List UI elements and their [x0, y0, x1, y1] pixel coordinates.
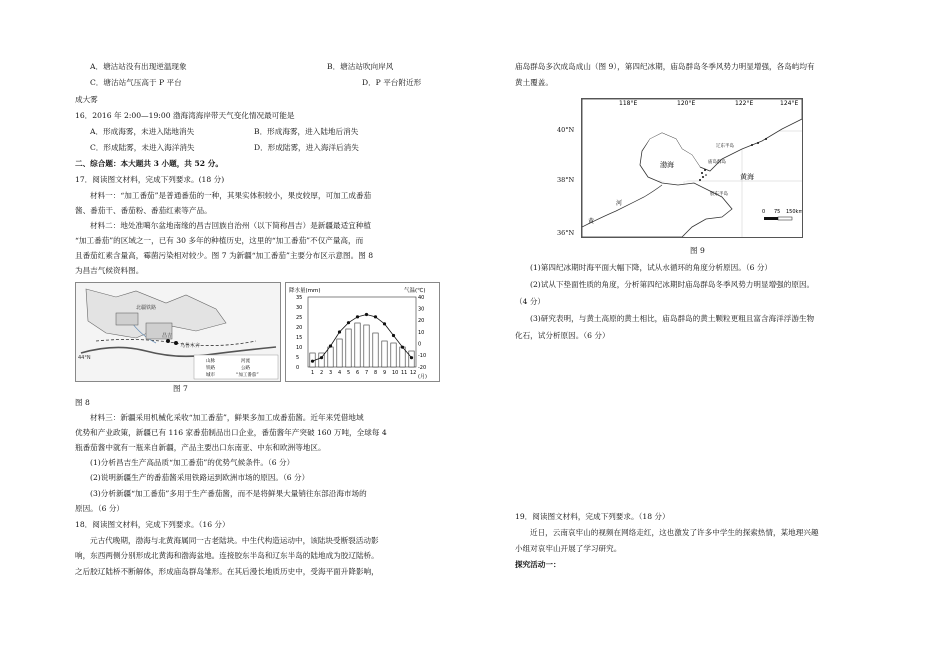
q18-sub2-line2: （4 分）	[515, 297, 546, 306]
label-changji: 昌吉	[162, 333, 173, 339]
temp-tick-30: 30	[418, 306, 425, 313]
q16-option-c: C．形成陆雾，未进入海洋消失	[90, 143, 195, 152]
precip-bar-3	[328, 347, 333, 367]
city-urumqi	[174, 341, 178, 345]
precip-bar-9	[382, 341, 387, 367]
month-label-8: 8	[374, 370, 378, 376]
q17-material2-line4: 为昌吉气候资料图。	[75, 266, 144, 275]
q15-option-d-cont: 成大雾	[75, 95, 98, 104]
temp-point-7	[365, 313, 368, 316]
climate-chart-svg	[286, 283, 439, 381]
lat-label: 44°N	[78, 355, 91, 361]
q18-intro-line2: 黄土覆盖。	[515, 78, 553, 87]
precip-bar-11	[400, 347, 405, 367]
legend-city: 城市	[206, 373, 215, 378]
lat-36-outside: 36°N	[557, 229, 575, 237]
city-changji	[166, 339, 170, 343]
temp-tick--10: -10	[418, 353, 427, 360]
legend-tomato: “加工番茄”	[236, 373, 259, 378]
fig8-caption: 图 8	[75, 398, 90, 407]
month-label-1: 1	[311, 370, 315, 376]
temp-point-8	[374, 315, 377, 318]
lon-118-label: 118°E	[619, 100, 638, 107]
q17-sub1: (1)分析昌吉生产高品质“加工番茄”的优势气候条件。（6 分）	[90, 458, 295, 467]
temp-tick-20: 20	[418, 318, 425, 325]
month-label-4: 4	[338, 370, 342, 376]
month-label-11: 11	[401, 370, 408, 376]
label-he: 河	[616, 200, 623, 207]
legend-rail: 铁路	[206, 366, 215, 371]
lat-38-outside: 38°N	[557, 176, 575, 184]
legend-mountain: 山脉	[206, 359, 215, 364]
q18-intro-line1: 庙岛群岛多次成岛成山（图 9），第四纪冰期，庙岛群岛冬季风势力明显增强，各岛屿均有	[515, 62, 815, 71]
precip-bar-4	[337, 339, 342, 367]
label-jiaodong: 胶东半岛	[710, 192, 728, 197]
q19-line2: 小组对哀牢山开展了学习研究。	[515, 544, 622, 553]
precip-bar-6	[355, 323, 360, 367]
scale-0: 0	[762, 209, 766, 215]
precip-bar-8	[373, 333, 378, 367]
scale-75: 75	[774, 209, 781, 215]
map-legend	[194, 355, 278, 379]
temp-point-3	[329, 344, 332, 347]
q15-option-c: C．塘沽站气压高于 P 平台	[90, 78, 182, 87]
temp-point-9	[383, 322, 386, 325]
precip-axis-label: 降水量(mm)	[289, 288, 321, 294]
label-bohai: 渤海	[660, 161, 674, 169]
lon-124-label: 124°E	[780, 100, 799, 107]
q15-option-a: A．塘沽站没有出现逆温现象	[90, 62, 187, 71]
tomato-region-2	[116, 313, 138, 325]
q18-sub3-line1: (3)研究表明，与黄土高原的黄土相比，庙岛群岛的黄土颗粒更粗且富含海洋浮游生物	[530, 314, 815, 323]
q18-line3: 之后胶辽陆桥不断解体，形成庙岛群岛雏形。在其后漫长地质历史中，受海平面升降影响，	[75, 567, 379, 576]
xinjiang-map	[75, 282, 281, 382]
q16-stem: 16．2016 年 2:00—19:00 渤海湾海岸带天气变化情况最可能是	[75, 111, 295, 120]
precip-tick-20: 20	[296, 324, 303, 331]
q17-material3-line3: 瓶番茄酱中就有一瓶来自新疆，产品主要出口东南亚、中东和欧洲等地区。	[75, 443, 326, 452]
q17-material2-line2: “加工番茄”的区域之一，已有 30 多年的种植历史，这里的“加工番茄”不仅产量高，而	[75, 236, 364, 245]
q18-sub1: (1)第四纪冰期时海平面大幅下降，试从水循环的角度分析原因。（6 分）	[530, 263, 773, 272]
legend-road: 公路	[241, 366, 250, 371]
label-miaodao: 庙岛群岛	[708, 160, 726, 165]
lat-40-outside: 40°N	[557, 126, 575, 134]
temp-tick--20: -20	[418, 364, 427, 371]
q19-stem: 19．阅读图文材料，完成下列要求。（18 分）	[515, 512, 670, 521]
month-label-7: 7	[365, 370, 369, 376]
fig7-caption: 图 7	[173, 384, 188, 393]
q15-option-b: B．塘沽站吹向岸风	[327, 62, 394, 71]
q17-stem: 17．阅读图文材料，完成下列要求。(18 分)	[75, 175, 225, 184]
label-huang: 黄	[588, 218, 595, 225]
label-huanghai: 黄海	[740, 173, 754, 181]
q19-activity-heading: 探究活动一：	[515, 560, 561, 569]
month-label-10: 10	[392, 370, 399, 376]
fig9-caption: 图 9	[690, 246, 705, 255]
q17-material3-line1: 材料三：新疆采用机械化采收“加工番茄”，鲜果多加工成番茄酱。近年来凭借地域	[90, 413, 364, 422]
q17-sub3-line2: 原因。（6 分）	[75, 504, 125, 513]
q19-line1: 近日，云南哀牢山的视频在网络走红，这也激发了许多中学生的探索热情，某地理兴趣	[530, 528, 819, 537]
month-label-2: 2	[320, 370, 324, 376]
temp-point-1	[311, 360, 314, 363]
temp-axis-label: 气温(℃)	[404, 288, 426, 294]
q18-line1: 元古代晚期，渤海与北黄海属同一古老陆块。中生代构造运动中，该陆块受断裂活动影	[90, 536, 379, 545]
section-heading: 二、综合题：本大题共 3 小题，共 52 分。	[75, 159, 223, 168]
x-axis-label: (月)	[418, 374, 427, 380]
month-label-6: 6	[356, 370, 360, 376]
precip-tick-0: 0	[296, 364, 300, 371]
precip-tick-15: 15	[296, 334, 303, 341]
temp-point-5	[347, 321, 350, 324]
label-railway: 北疆铁路	[136, 305, 157, 311]
lon-122-label: 122°E	[735, 100, 754, 107]
temp-point-10	[392, 334, 395, 337]
q16-option-d: D．形成陆雾，进入海洋后消失	[254, 143, 359, 152]
month-label-9: 9	[383, 370, 387, 376]
climate-chart	[285, 282, 440, 382]
q17-material2-line3: 且番茄红素含量高，霉菌污染相对较少。图 7 为新疆“加工番茄”主要分布区示意图。图 8	[75, 251, 374, 260]
q17-material1-line2: 酱、番茄干、番茄粉、番茄红素等产品。	[75, 206, 212, 215]
q17-sub2: (2)说明新疆生产的番茄酱采用铁路运到欧洲市场的原因。（6 分）	[90, 473, 310, 482]
label-urumqi: 乌鲁木齐	[180, 343, 201, 349]
temp-point-11	[401, 346, 404, 349]
month-label-12: 12	[410, 370, 417, 376]
temp-tick-10: 10	[418, 329, 425, 336]
temperature-line	[313, 315, 412, 362]
precip-bar-5	[346, 329, 351, 367]
lon-120-label: 120°E	[677, 100, 696, 107]
precip-tick-10: 10	[296, 344, 303, 351]
legend-river: 河流	[241, 359, 250, 364]
precip-bar-7	[364, 325, 369, 367]
month-label-3: 3	[329, 370, 333, 376]
temp-point-6	[356, 315, 359, 318]
q17-material2-line1: 材料二：地处准噶尔盆地南缘的昌吉回族自治州（以下简称昌吉）是新疆最适宜种植	[90, 221, 371, 230]
precip-bar-10	[391, 343, 396, 367]
temp-point-2	[320, 356, 323, 359]
q16-option-a: A．形成海雾，未进入陆地消失	[90, 127, 195, 136]
precip-tick-30: 30	[296, 304, 303, 311]
precip-tick-35: 35	[296, 294, 303, 301]
q15-option-d: D．P 平台附近形	[362, 78, 422, 87]
q17-sub3-line1: (3)分析新疆“加工番茄”多用于生产番茄酱，而不是将鲜果大量销往东部沿海市场的	[90, 489, 367, 498]
month-label-5: 5	[347, 370, 351, 376]
temp-point-12	[410, 356, 413, 359]
temp-tick-40: 40	[418, 294, 425, 301]
precip-tick-25: 25	[296, 314, 303, 321]
label-liaodong: 辽东半岛	[716, 144, 734, 149]
precip-tick-5: 5	[296, 354, 300, 361]
q18-stem: 18．阅读图文材料，完成下列要求。（16 分）	[75, 520, 230, 529]
bohai-map	[581, 98, 803, 238]
q18-sub2-line1: (2)试从下垫面性质的角度，分析第四纪冰期时庙岛群岛冬季风势力明显增强的原因。	[530, 280, 815, 289]
q18-sub3-line2: 化石，试分析原因。（6 分）	[515, 331, 610, 340]
q16-option-b: B．形成海雾，进入陆地后消失	[254, 127, 359, 136]
temp-point-4	[338, 330, 341, 333]
q17-material1-line1: 材料一：“加工番茄”是普通番茄的一种，其果实体积较小，果皮较厚，可加工成番茄	[90, 191, 372, 200]
q17-material3-line2: 优势和产业政策，新疆已有 116 家番茄制品出口企业，番茄酱年产突破 160 万吨，全球每 4	[75, 428, 387, 437]
temp-tick-0: 0	[418, 341, 422, 348]
scale-150: 150km	[786, 209, 802, 215]
q18-line2: 响，东西两侧分别形成北黄海和渤海盆地。连接胶东半岛和辽东半岛的陆地成为胶辽陆桥。	[75, 551, 379, 560]
